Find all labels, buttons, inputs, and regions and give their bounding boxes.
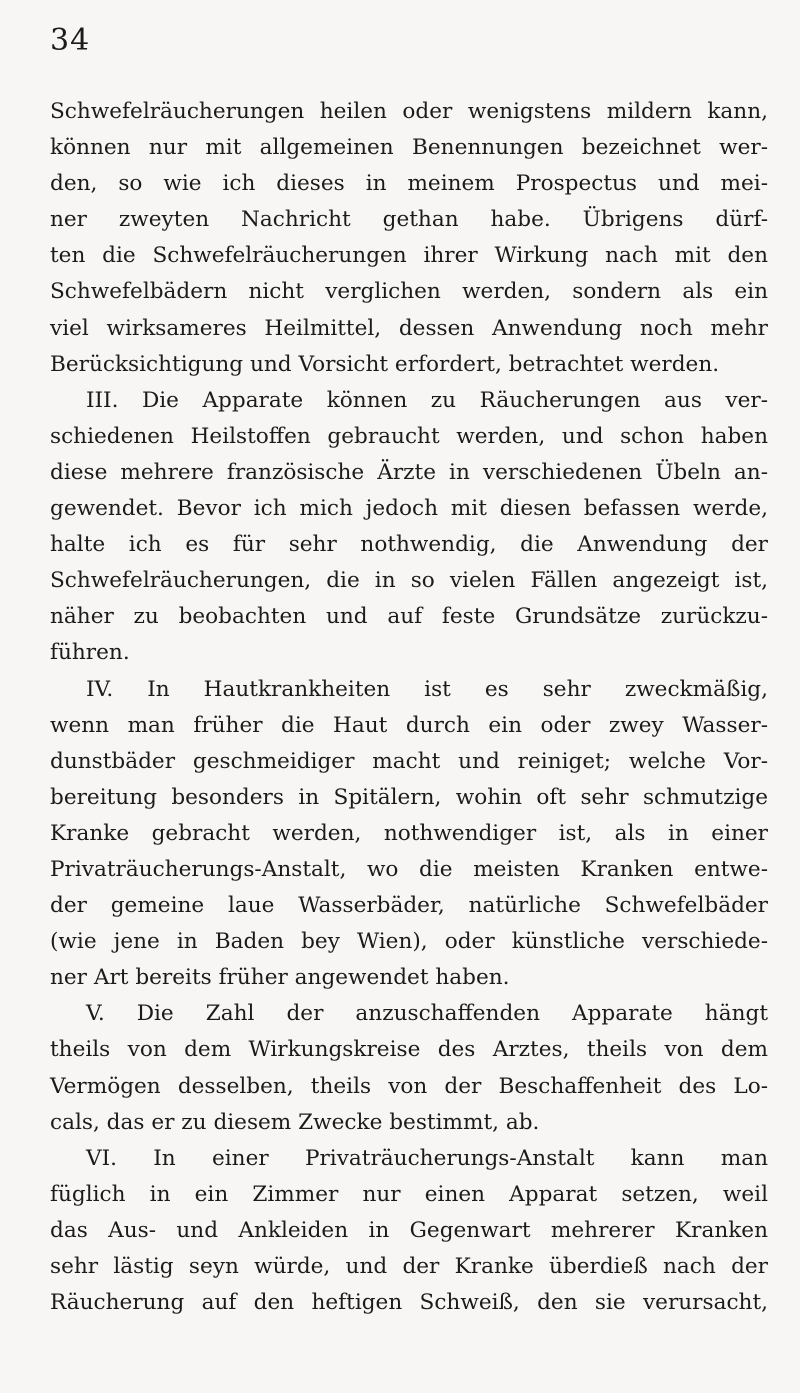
text-line: ner Art bereits früher angewendet haben. [50, 965, 510, 991]
text-line: Schwefelräucherungen, die in so vielen Fällen angezeigt ist, [50, 568, 768, 594]
text-line: cals, das er zu diesem Zwecke bestimmt, ab. [50, 1109, 540, 1135]
text-line: näher zu beobachten und auf feste Grundsätze zurückzu- [50, 604, 768, 630]
text-line: III. Die Apparate können zu Räucherungen aus ver- [86, 387, 768, 413]
text-line: das Aus- und Ankleiden in Gegenwart mehrerer Kranken [50, 1217, 768, 1243]
text-line: Schwefelbädern nicht verglichen werden, sondern als ein [50, 279, 768, 305]
text-line: ner zweyten Nachricht gethan habe. Übrigens dürf- [50, 207, 768, 233]
text-line: können nur mit allgemeinen Benennungen bezeichnet wer- [50, 135, 768, 161]
text-line: Schwefelräucherungen heilen oder wenigstens mildern kann, [50, 99, 768, 124]
text-line: wenn man früher die Haut durch ein oder zwey Wasser- [50, 712, 768, 738]
text-line: Kranke gebracht werden, nothwendiger ist, als in einer [50, 820, 768, 846]
text-line: viel wirksameres Heilmittel, dessen Anwendung noch mehr [50, 315, 768, 341]
text-line: V. Die Zahl der anzuschaffenden Apparate hängt [86, 1001, 768, 1027]
text-line: gewendet. Bevor ich mich jedoch mit diesen befassen werde, [50, 496, 768, 522]
text-line: sehr lästig seyn würde, und der Kranke überdieß nach der [50, 1254, 768, 1279]
text-line: dunstbäder geschmeidiger macht und reiniget; welche Vor- [50, 748, 768, 774]
text-line: diese mehrere französische Ärzte in verschiedenen Übeln an- [50, 459, 768, 485]
text-line: Räucherung auf den heftigen Schweiß, den sie verursacht, [50, 1290, 768, 1316]
text-line: IV. In Hautkrankheiten ist es sehr zweckmäßig, [86, 676, 768, 702]
text-line: Privaträucherungs-Anstalt, wo die meisten Kranken entwe- [50, 856, 768, 882]
text-line: führen. [50, 640, 130, 666]
text-line: ten die Schwefelräucherungen ihrer Wirkung nach mit den [50, 243, 768, 269]
body-text [50, 94, 768, 1321]
page-number: 34 [50, 23, 91, 58]
text-line: der gemeine laue Wasserbäder, natürliche Schwefelbäder [50, 893, 768, 919]
text-line: VI. In einer Privaträucherungs-Anstalt kann man [86, 1145, 768, 1171]
text-line: den, so wie ich dieses in meinem Prospectus und mei- [50, 171, 768, 197]
text-line: (wie jene in Baden bey Wien), oder künstliche verschiede- [50, 929, 768, 955]
text-line: Vermögen desselben, theils von der Beschaffenheit des Lo- [50, 1073, 768, 1099]
text-line: Berücksichtigung und Vorsicht erfordert, betrachtet werden. [50, 351, 720, 377]
text-line: füglich in ein Zimmer nur einen Apparat setzen, weil [50, 1181, 768, 1207]
text-line: theils von dem Wirkungskreise des Arztes, theils von dem [50, 1037, 768, 1063]
text-line: schiedenen Heilstoffen gebraucht werden, und schon haben [50, 423, 768, 449]
text-line: bereitung besonders in Spitälern, wohin oft sehr schmutzige [50, 784, 768, 810]
text-line: halte ich es für sehr nothwendig, die Anwendung der [50, 532, 768, 558]
